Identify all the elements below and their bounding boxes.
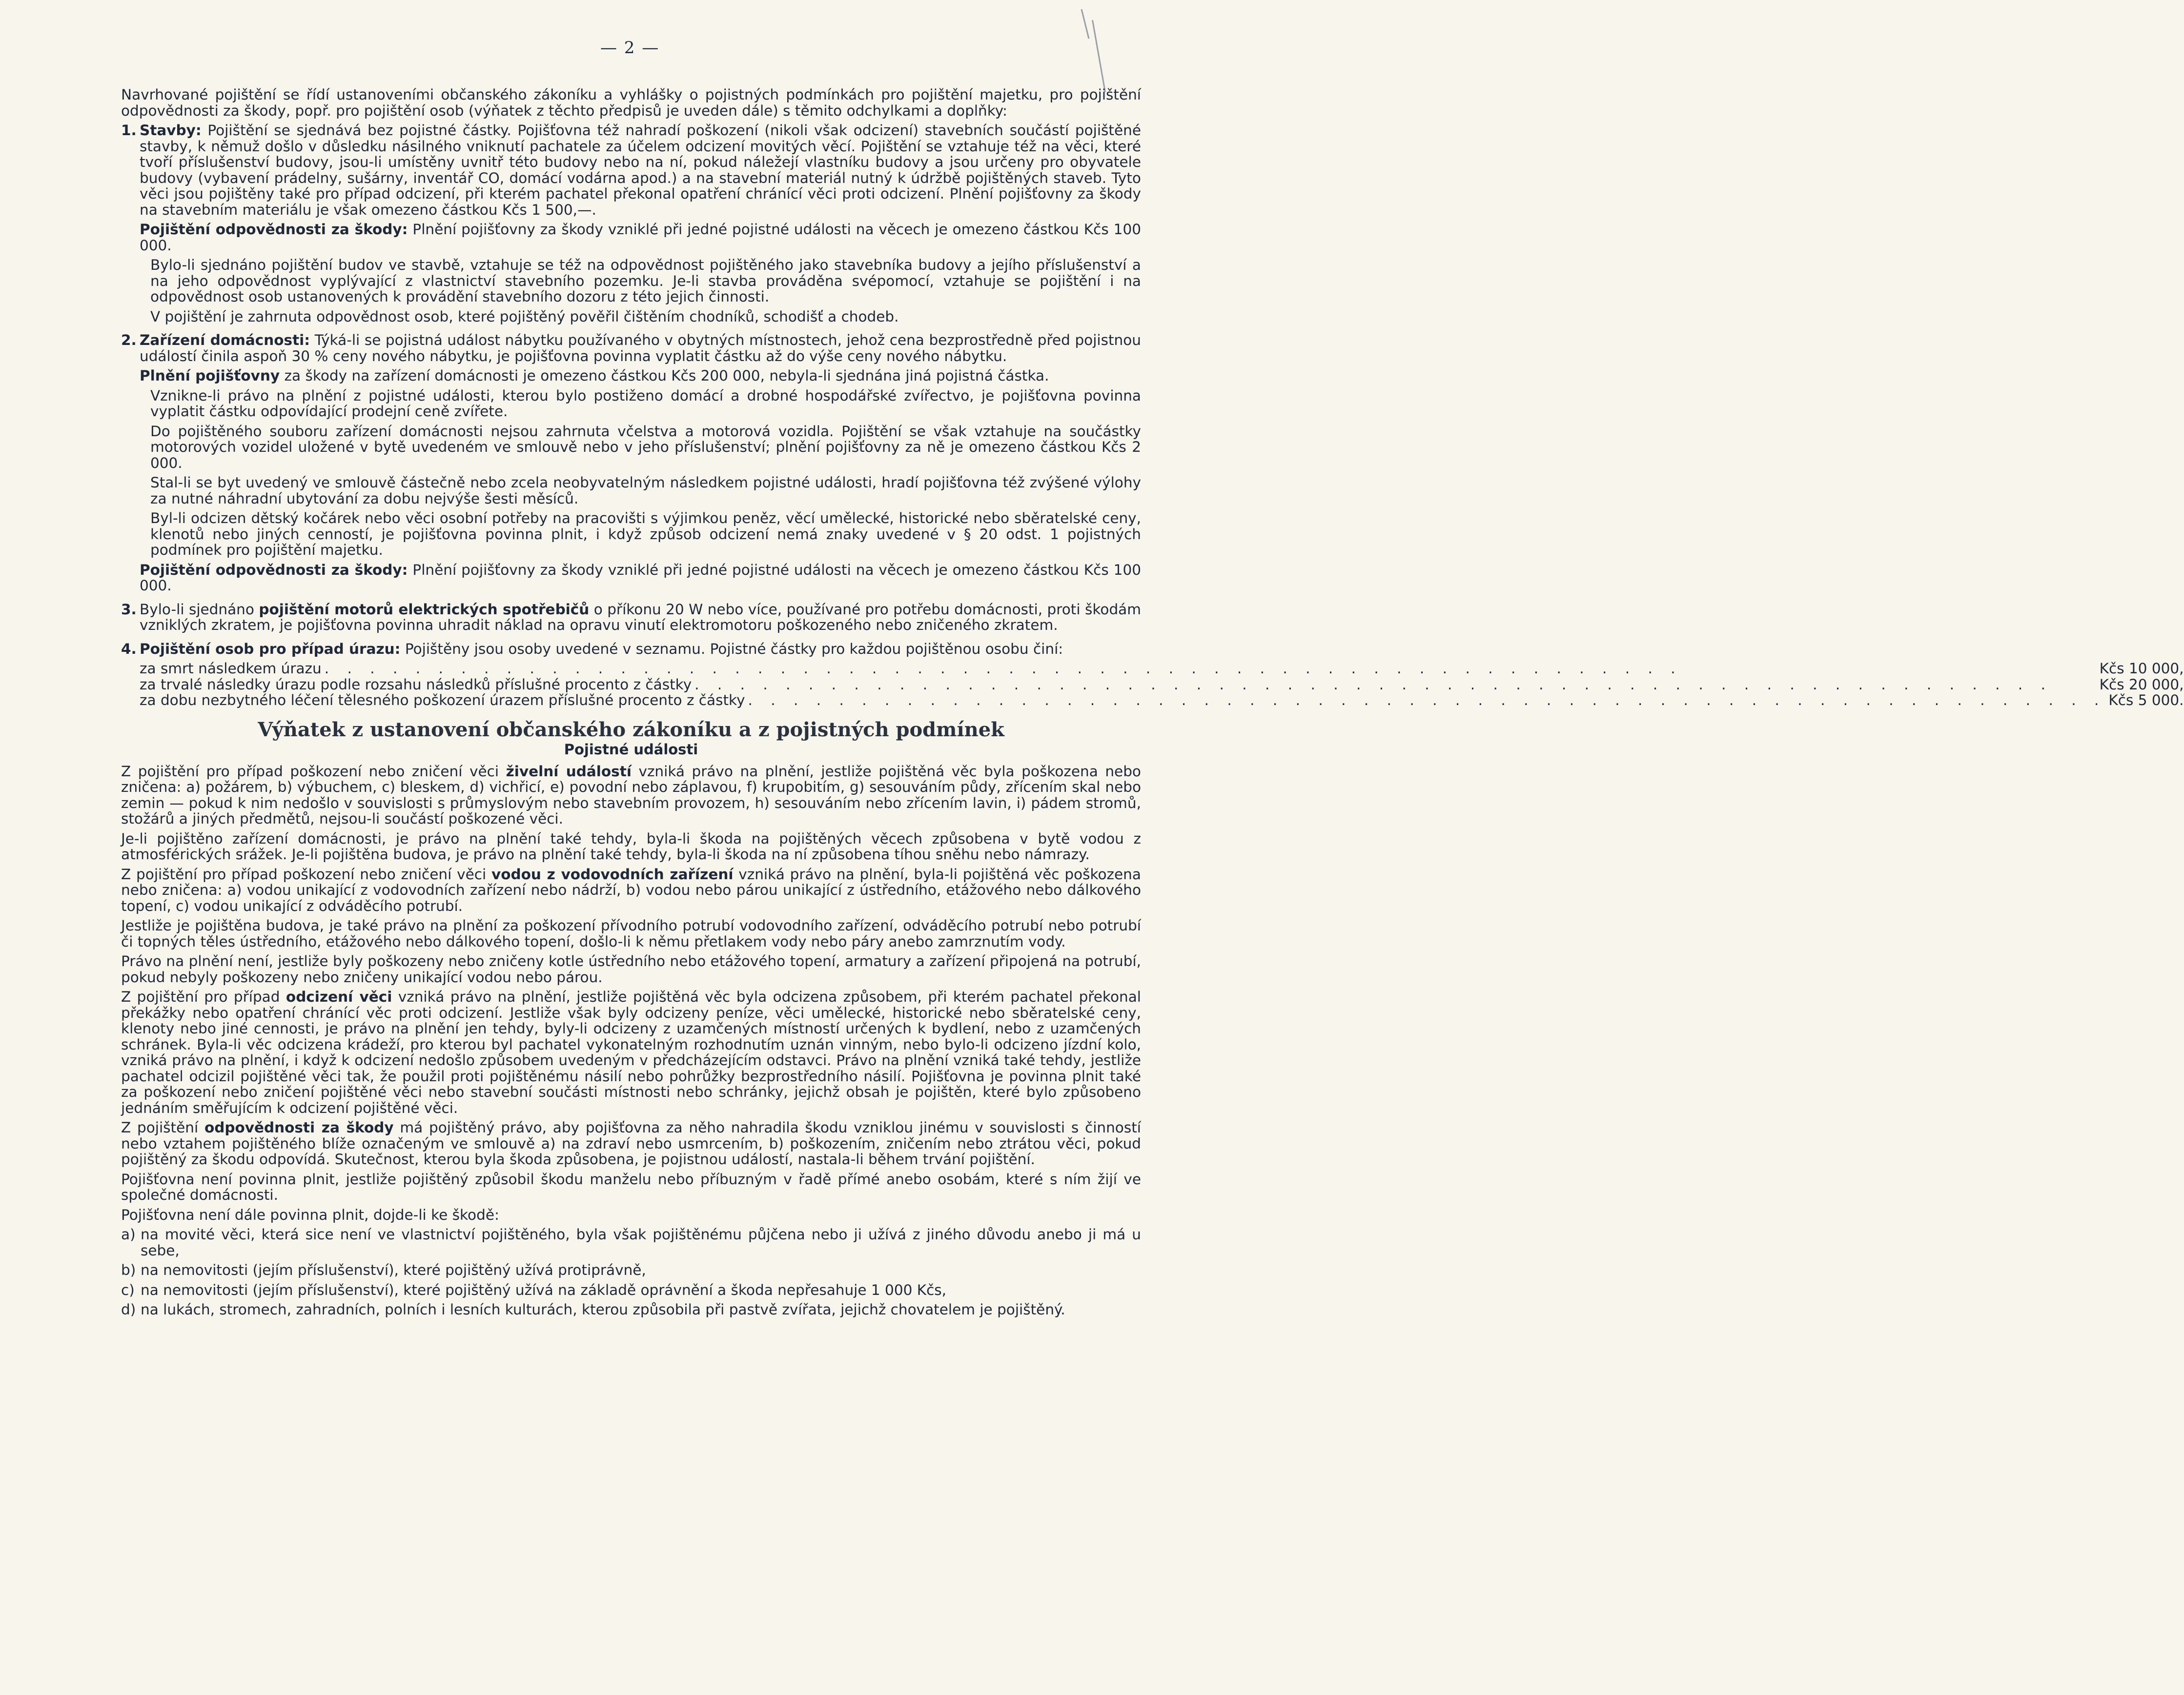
page-number: — 2 — bbox=[600, 38, 660, 58]
paragraph-text: Pojištěny jsou osoby uvedené v seznamu. Pojistné částky pro každou pojištěnou osobu činí: bbox=[405, 640, 1063, 657]
row-value: Kčs 20 000, bbox=[2099, 676, 2184, 693]
paragraph-text: Plnění pojišťovny za škody vzniklé při jedné pojistné události na věcech je omezeno částkou Kčs 100 000. bbox=[140, 221, 1141, 254]
paragraph: Byl-li odcizen dětský kočárek nebo věci osobní potřeby na pracovišti s výjimkou peněz, věcí umělecké, historické nebo sběratelské ceny, klenotů nebo jiných cenností, je pojišťovna povinna plnit, i když způsob odcizení nemá znaky uvedené v § 20 odst. 1 pojistných podmínek pro pojištění majetku. bbox=[150, 510, 1141, 558]
section-stavby bbox=[121, 122, 1141, 328]
paragraph-text: Pojištění se sjednává bez pojistné částky. Pojišťovna též nahradí poškození (nikoli však odcizení) stavebních součástí pojištěné stavby, k němuž došlo v důsledku násilného vniknutí pachatele za účelem odcizení movitých věcí. Pojištění se vztahuje též na věci, které tvoří příslušenství budovy, jsou-li umístěny uvnitř této budovy nebo na ní, pokud náležejí vlastníku budovy a jsou určeny pro obyvatele budovy (vybavení prádelny, sušárny, inventář CO, domácí vodárna apod.) a na stavební materiál nutný k údržbě pojištěných staveb. Tyto věci jsou pojištěny také pro případ odcizení, při kterém pachatel překonal opatření chránící věci proti odcizení. Plnění pojišťovny za škody na stavebním materiálu je však omezeno částkou Kčs 1 500,—. bbox=[140, 122, 1141, 218]
term: vodou z vodovodních zařízení bbox=[491, 866, 734, 883]
section-number: 4. bbox=[121, 640, 137, 657]
paragraph: Právo na plnění není, jestliže byly poškozeny nebo zničeny kotle ústředního nebo etážového topení, armatury a zařízení připojená na potrubí, pokud nebyly poškozeny nebo zničeny unikající vodou nebo párou. bbox=[121, 953, 1141, 986]
list-letter: c) bbox=[121, 1281, 135, 1298]
section-number: 1. bbox=[121, 122, 137, 139]
paragraph-text: Z pojištění pro případ poškození nebo zničení věci bbox=[121, 866, 487, 883]
paragraph-text: Z pojištění pro případ poškození nebo zničení věci bbox=[121, 763, 499, 780]
paragraph bbox=[140, 602, 1141, 633]
list-letter: a) bbox=[121, 1226, 136, 1243]
row-label: za smrt následkem úrazu bbox=[140, 660, 322, 677]
list-text: na movité věci, která sice není ve vlastnictví pojištěného, byla však pojištěnému půjčena nebo ji užívá z jiného důvodu anebo ji má u sebe, bbox=[141, 1226, 1141, 1259]
list-text: na nemovitosti (jejím příslušenství), které pojištěný užívá protiprávně, bbox=[141, 1262, 646, 1278]
paragraph-text: Bylo-li sjednáno bbox=[140, 601, 254, 618]
section-urazy bbox=[121, 640, 2184, 712]
excerpt-title: Výňatek z ustanovení občanského zákoníku a z pojistných podmínek bbox=[258, 718, 1004, 741]
term: odpovědnosti za škody bbox=[204, 1119, 394, 1136]
paragraph bbox=[121, 867, 1141, 914]
section-title: Stavby: bbox=[140, 122, 202, 139]
leader-dots: . . . . . . . . . . . . . . . . . . . . . . . . . . . . . . . . . . . . . . . . . . . . . . . . . . . . . . . . . . . . bbox=[748, 692, 2106, 708]
term: živelní událostí bbox=[506, 763, 632, 780]
paragraph-text: vzniká právo na plnění, jestliže pojištěná věc byla poškozena nebo zničena: a) požárem, b) výbuchem, c) bleskem, d) vichřicí, e) povodní nebo záplavou, f) krupobitím, g) sesouváním půdy, zřícením skal nebo zemin — pokud k nim nedošlo v souvislosti s průmyslovým nebo stavebním provozem, h) sesouváním nebo zřícením lavin, i) pádem stromů, stožárů a jiných předmětů, nejsou-li součástí poškozené věci. bbox=[121, 763, 1141, 827]
page-content bbox=[121, 86, 2184, 1322]
table-row bbox=[140, 661, 2184, 677]
paragraph-title: Pojištění odpovědnosti za škody: bbox=[140, 221, 408, 238]
paragraph-text: vzniká právo na plnění, jestliže pojištěná věc byla odcizena způsobem, při kterém pachatel překonal překážky nebo opatření chránící věc proti odcizení. Jestliže však byly odcizeny peníze, věci umělecké, historické nebo sběratelské ceny, klenoty nebo jiné cennosti, je právo na plnění jen tehdy, byly-li odcizeny z uzamčených místností určených k bydlení, nebo z uzamčených schránek. Byla-li věc odcizena krádeží, pro kterou byl pachatel vykonatelným rozhodnutím uznán vinným, nebo bylo-li odcizeno jízdní kolo, vzniká právo na plnění, i když k odcizení nedošlo způsobem uvedeným v předcházejícím odstavci. Právo na plnění vzniká také tehdy, jestliže pachatel odcizil pojištěné věci tak, že použil proti pojištěnému násilí nebo pohrůžky bezprostředního násilí. Pojišťovna je povinna plnit také za poškození nebo zničení pojištěné věci nebo stavební součásti místnosti nebo schránky, jejichž obsah je pojištěn, které bylo způsobeno jednáním směřujícím k odcizení pojištěné věci. bbox=[121, 989, 1141, 1116]
table-row bbox=[140, 677, 2184, 693]
excerpt-subtitle: Pojistné události bbox=[564, 741, 698, 758]
paragraph-text: má pojištěný právo, aby pojišťovna za něho nahradila škodu vzniklou jinému v souvislosti s činností nebo vztahem pojištěného blíže označeným ve smlouvě a) na zdraví nebo usmrcením, b) poškozením, zničením nebo ztrátou věci, pokud pojištěný za škodu odpovídá. Skutečnost, kterou byla škoda způsobena, je pojistnou událostí, nastala-li během trvání pojištění. bbox=[121, 1119, 1141, 1168]
list-item bbox=[121, 1227, 1141, 1258]
intro-paragraph: Navrhované pojištění se řídí ustanoveními občanského zákoníku a vyhlášky o pojistných podmínkách pro pojištění majetku, pro pojištění odpovědnosti za škody, popř. pro pojištění osob (výňatek z těchto předpisů je uveden dále) s těmito odchylkami a doplňky: bbox=[121, 86, 1141, 119]
insurance-amounts-table bbox=[140, 661, 2184, 708]
paragraph: V pojištění je zahrnuta odpovědnost osob, které pojištěný pověřil čištěním chodníků, schodišť a chodeb. bbox=[150, 308, 899, 325]
paragraph: Vznikne-li právo na plnění z pojistné události, kterou bylo postiženo domácí a drobné hospodářské zvířectvo, je pojišťovna povinna vyplatit částku odpovídající prodejní ceně zvířete. bbox=[150, 387, 1141, 420]
term: odcizení věci bbox=[286, 989, 392, 1005]
paragraph-text: o příkonu 20 W nebo více, používané pro potřebu domácnosti, proti škodám vzniklých zkratem, je pojišťovna povinna uhradit náklad na opravu vinutí elektromotoru poškozeného nebo zničeného zkratem. bbox=[140, 601, 1141, 633]
paragraph: Do pojištěného souboru zařízení domácnosti nejsou zahrnuta včelstva a motorová vozidla. Pojištění se však vztahuje na součástky motorových vozidel uložené v bytě uvedeném ve smlouvě nebo v jeho příslušenství; plnění pojišťovny za ně je omezeno částkou Kčs 2 000. bbox=[150, 423, 1141, 471]
paragraph: Pojišťovna není povinna plnit, jestliže pojištěný způsobil škodu manželu nebo příbuzným v řadě přímé anebo osobám, které s ním žijí ve společné domácnosti. bbox=[121, 1170, 1141, 1203]
paragraph-title: Plnění pojišťovny bbox=[140, 367, 280, 384]
paragraph bbox=[140, 368, 1141, 384]
paragraph: Pojišťovna není dále povinna plnit, dojde-li ke škodě: bbox=[121, 1206, 499, 1223]
section-title: Pojištění osob pro případ úrazu: bbox=[140, 640, 401, 657]
row-label: za dobu nezbytného léčení tělesného poškození úrazem příslušné procento z částky bbox=[140, 692, 745, 708]
paragraph: Bylo-li sjednáno pojištění budov ve stavbě, vztahuje se též na odpovědnost pojištěného jako stavebníka budovy a jejího příslušenství a na jeho odpovědnost vyplývající z vlastnictví stavebního pozemku. Je-li stavba prováděna svépomocí, vztahuje se pojištění i na odpovědnost osob ustanovených k provádění stavebního dozoru z této jejich činnosti. bbox=[150, 257, 1141, 305]
list-letter: b) bbox=[121, 1262, 136, 1278]
paragraph bbox=[121, 989, 1141, 1116]
paragraph-text: Z pojištění pro případ bbox=[121, 989, 280, 1005]
section-number: 2. bbox=[121, 332, 137, 348]
paragraph bbox=[140, 641, 2184, 657]
paragraph: Je-li pojištěno zařízení domácnosti, je právo na plnění také tehdy, byla-li škoda na pojištěných věcech způsobena v bytě vodou z atmosférických srážek. Je-li pojištěna budova, je právo na plnění také tehdy, byla-li škoda na ní způsobena tíhou sněhu nebo námrazy. bbox=[121, 830, 1141, 863]
leader-dots: . . . . . . . . . . . . . . . . . . . . . . . . . . . . . . . . . . . . . . . . . . . . . . . . . . . . . . . . . . . . bbox=[324, 660, 1682, 677]
leader-dots: . . . . . . . . . . . . . . . . . . . . . . . . . . . . . . . . . . . . . . . . . . . . . . . . . . . . . . . . . . . . bbox=[694, 676, 2053, 693]
section-title: Zařízení domácnosti: bbox=[140, 332, 310, 348]
row-value: Kčs 10 000, bbox=[2099, 660, 2184, 677]
paragraph bbox=[140, 122, 1141, 218]
paragraph bbox=[140, 222, 1141, 253]
list-text: na lukách, stromech, zahradních, polních i lesních kulturách, kterou způsobila při pastvě zvířata, jejichž chovatelem je pojištěný. bbox=[141, 1301, 1065, 1318]
list-letter: d) bbox=[121, 1301, 136, 1318]
paragraph-text: za škody na zařízení domácnosti je omezeno částkou Kčs 200 000, nebyla-li sjednána jiná pojistná částka. bbox=[284, 367, 1049, 384]
pencil-mark bbox=[1081, 9, 1090, 39]
table-row bbox=[140, 692, 2184, 708]
pencil-mark bbox=[1092, 20, 1106, 92]
section-motory bbox=[121, 602, 1141, 637]
paragraph bbox=[140, 562, 1141, 594]
paragraph bbox=[140, 332, 1141, 364]
paragraph-text: Plnění pojišťovny za škody vzniklé při jedné pojistné události na věcech je omezeno částkou Kčs 100 000. bbox=[140, 561, 1141, 594]
paragraph bbox=[121, 764, 1141, 827]
list-item bbox=[121, 1262, 1141, 1278]
section-title: pojištění motorů elektrických spotřebičů bbox=[259, 601, 590, 618]
paragraph bbox=[121, 1120, 1141, 1168]
list-item bbox=[121, 1302, 1141, 1318]
row-label: za trvalé následky úrazu podle rozsahu následků příslušné procento z částky bbox=[140, 676, 692, 693]
paragraph: Jestliže je pojištěna budova, je také právo na plnění za poškození přívodního potrubí vodovodního zařízení, odváděcího potrubí nebo potrubí či topných těles ústředního, etážového nebo dálkového topení, došlo-li k němu přetlakem vody nebo páry anebo zamrznutím vody. bbox=[121, 917, 1141, 950]
section-number: 3. bbox=[121, 601, 137, 618]
list-text: na nemovitosti (jejím příslušenství), které pojištěný užívá na základě oprávnění a škoda nepřesahuje 1 000 Kčs, bbox=[141, 1281, 947, 1298]
row-value: Kčs 5 000. bbox=[2108, 692, 2184, 708]
section-zarizeni-domacnosti bbox=[121, 332, 1141, 598]
paragraph-text: Z pojištění bbox=[121, 1119, 199, 1136]
paragraph: Stal-li se byt uvedený ve smlouvě částečně nebo zcela neobyvatelným následkem pojistné události, hradí pojišťovna též zvýšené výlohy za nutné náhradní ubytování za dobu nejvýše šesti měsíců. bbox=[150, 474, 1141, 507]
exclusion-list bbox=[121, 1227, 1141, 1318]
list-item bbox=[121, 1282, 1141, 1298]
paragraph-text: Týká-li se pojistná událost nábytku používaného v obytných místnostech, jehož cena bezprostředně před pojistnou událostí činila aspoň 30 % ceny nového nábytku, je pojišťovna povinna vyplatit částku až do výše ceny nového nábytku. bbox=[140, 332, 1142, 364]
paragraph-text: vzniká právo na plnění, byla-li pojištěná věc poškozena nebo zničena: a) vodou unikající z vodovodních zařízení nebo nádrží, b) vodou nebo párou unikající z ústředního, etážového nebo dálkového topení, c) vodou unikající z odváděcího potrubí. bbox=[121, 866, 1141, 914]
paragraph-title: Pojištění odpovědnosti za škody: bbox=[140, 561, 408, 578]
